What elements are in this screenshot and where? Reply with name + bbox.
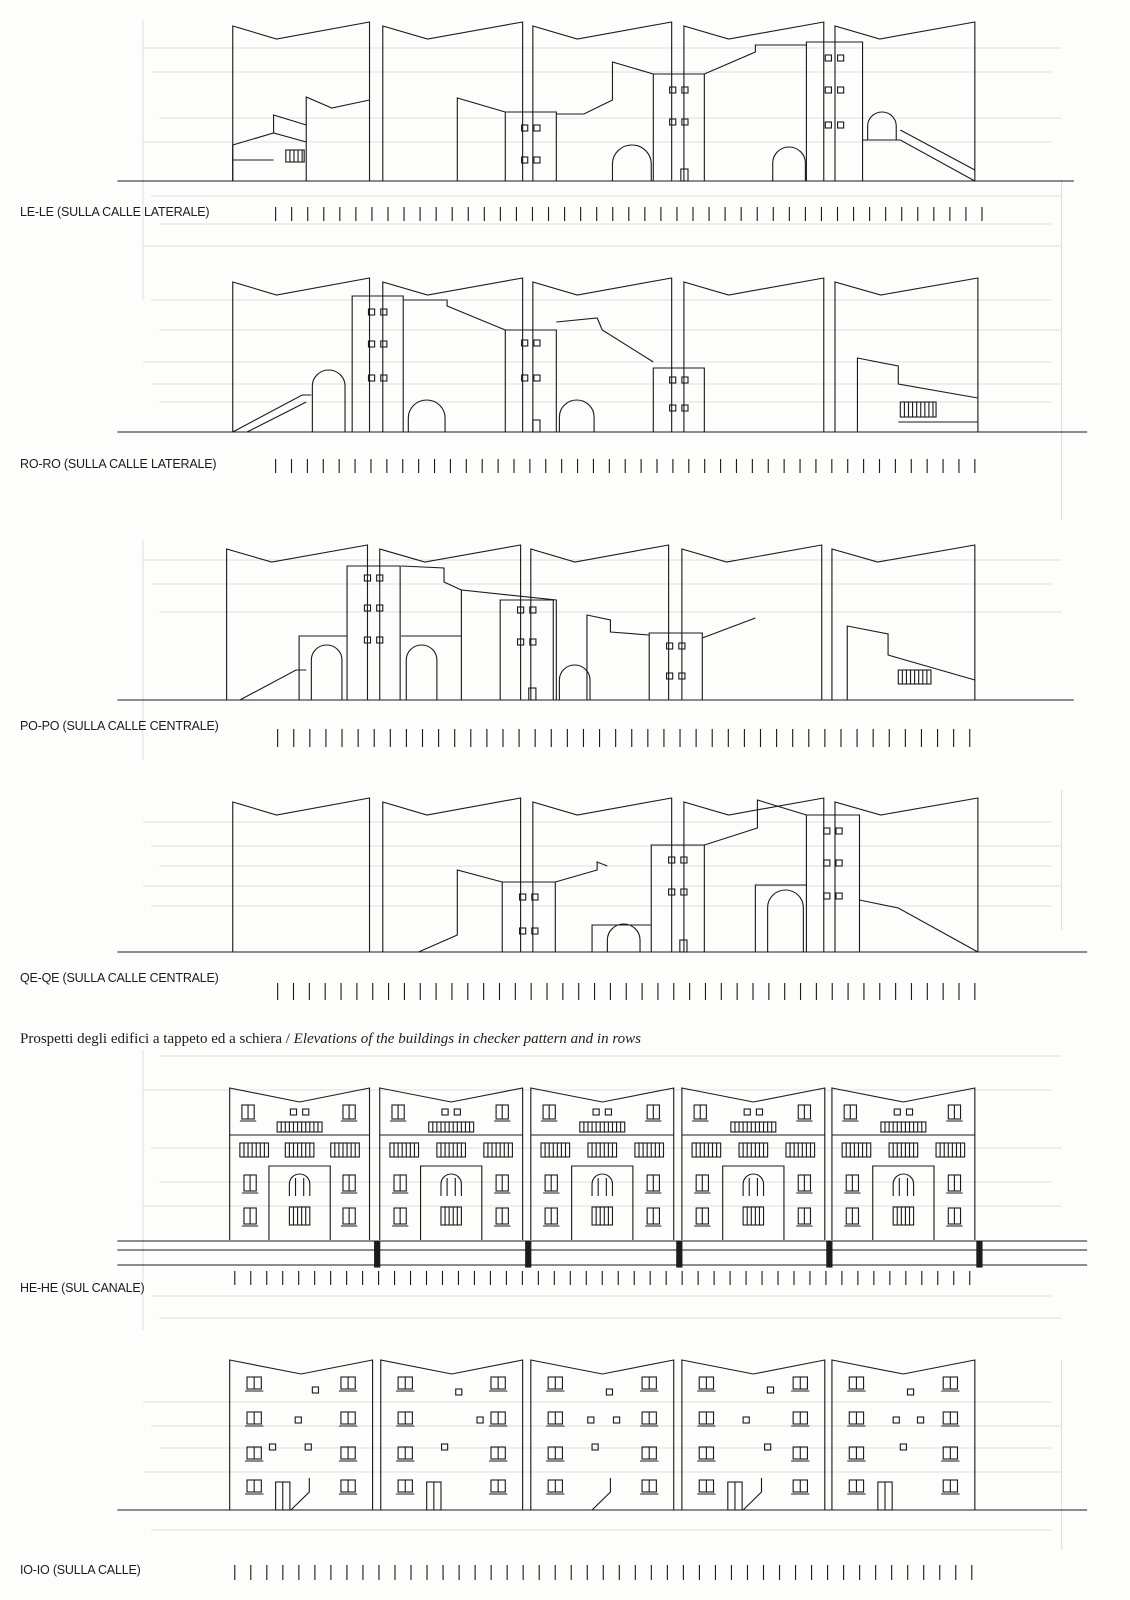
pilaster xyxy=(375,1242,380,1267)
window xyxy=(682,119,688,125)
window xyxy=(917,1417,923,1423)
arch-opening xyxy=(893,1174,913,1196)
arch-opening xyxy=(743,1174,763,1196)
secondary-roof xyxy=(457,98,505,181)
window xyxy=(825,87,831,93)
wall-bay-1 xyxy=(233,798,370,952)
grille-window xyxy=(592,1207,612,1225)
window xyxy=(743,1417,749,1423)
elevation-label-po-po: PO-PO (SULLA CALLE CENTRALE) xyxy=(20,719,219,733)
tower-outline xyxy=(505,112,556,181)
window xyxy=(456,1389,462,1395)
low-house-outline xyxy=(233,133,306,181)
window xyxy=(613,1417,619,1423)
window xyxy=(824,828,830,834)
window xyxy=(838,87,844,93)
wall-bay-5 xyxy=(835,22,975,181)
window xyxy=(442,1444,448,1450)
stair xyxy=(743,1478,761,1510)
wall-bay-2 xyxy=(383,798,521,952)
tower-outline xyxy=(505,330,556,432)
grille-window xyxy=(743,1207,763,1225)
window xyxy=(381,341,387,347)
pilaster xyxy=(977,1242,982,1267)
window xyxy=(269,1444,275,1450)
window xyxy=(295,1417,301,1423)
window xyxy=(682,87,688,93)
tower-outline xyxy=(653,74,704,181)
window xyxy=(838,55,844,61)
caption-italian: Prospetti degli edifici a tappeto ed a schiera / xyxy=(20,1031,290,1047)
arch-opening xyxy=(408,400,445,432)
window xyxy=(906,1109,912,1115)
window xyxy=(670,377,676,383)
window xyxy=(290,1109,296,1115)
window xyxy=(670,119,676,125)
stair xyxy=(240,670,306,700)
row-house-bay-2 xyxy=(380,1088,523,1240)
wall-bay-4 xyxy=(682,545,822,700)
stepped-roof xyxy=(556,62,653,114)
window xyxy=(442,1109,448,1115)
window xyxy=(606,1389,612,1395)
elevation-label-le-le: LE-LE (SULLA CALLE LATERALE) xyxy=(20,205,210,219)
row-house-bay-3 xyxy=(531,1360,674,1510)
central-bay-frame xyxy=(269,1166,330,1240)
wall-bay-3 xyxy=(533,278,672,432)
elevation-label-io-io: IO-IO (SULLA CALLE) xyxy=(20,1563,141,1577)
grille-window xyxy=(881,1122,926,1132)
arch-opening xyxy=(773,147,806,181)
tower-outline xyxy=(653,368,704,432)
window xyxy=(900,1444,906,1450)
row-house-bay-5 xyxy=(832,1360,975,1510)
grille-window xyxy=(731,1122,776,1132)
wall-bay-1 xyxy=(233,22,370,181)
stepped-roof xyxy=(403,300,505,330)
window xyxy=(756,1109,762,1115)
secondary-roof xyxy=(702,618,755,638)
window xyxy=(534,125,540,131)
stepped-roof xyxy=(555,862,607,882)
tower-outline xyxy=(352,296,403,432)
elevation-label-ro-ro: RO-RO (SULLA CALLE LATERALE) xyxy=(20,457,217,471)
window xyxy=(534,375,540,381)
grille-window xyxy=(289,1207,309,1225)
grille-window xyxy=(277,1122,322,1132)
window xyxy=(767,1387,773,1393)
pilaster xyxy=(677,1242,682,1267)
wall-bay-5 xyxy=(835,798,978,952)
window xyxy=(670,87,676,93)
figure-caption xyxy=(20,1029,641,1049)
stair xyxy=(859,900,977,952)
arch-opening xyxy=(612,145,651,181)
grille-window xyxy=(429,1122,474,1132)
window xyxy=(836,828,842,834)
secondary-roof xyxy=(419,870,503,952)
central-bay-frame xyxy=(421,1166,482,1240)
row-house-bay-1 xyxy=(230,1360,373,1510)
bleed-through xyxy=(143,20,1062,1550)
window xyxy=(682,377,688,383)
stepped-roof xyxy=(556,318,653,362)
wall-bay-3 xyxy=(533,22,672,181)
wall-bay-5 xyxy=(832,545,975,700)
window xyxy=(593,1109,599,1115)
row-house-bay-4 xyxy=(682,1088,825,1240)
window xyxy=(381,375,387,381)
window xyxy=(670,405,676,411)
elevation-po-po xyxy=(117,545,1073,747)
row-house-bay-4 xyxy=(682,1360,825,1510)
window xyxy=(825,122,831,128)
stair xyxy=(233,395,312,432)
elevation-io-io xyxy=(117,1360,1087,1580)
arch-opening xyxy=(559,400,594,432)
grille-window xyxy=(900,402,936,417)
low-house-outline xyxy=(847,626,975,700)
wall-bay-2 xyxy=(383,22,523,181)
window xyxy=(534,157,540,163)
arch-opening xyxy=(768,890,804,952)
row-house-bay-5 xyxy=(832,1088,975,1240)
arch-opening xyxy=(559,665,590,700)
window xyxy=(836,860,842,866)
window xyxy=(312,1387,318,1393)
window xyxy=(588,1417,594,1423)
arch-opening xyxy=(441,1174,461,1196)
window xyxy=(907,1389,913,1395)
wall-bay-1 xyxy=(227,545,368,700)
window xyxy=(824,893,830,899)
elevation-le-le xyxy=(117,22,1073,221)
arch-opening xyxy=(406,645,437,700)
window xyxy=(592,1444,598,1450)
central-bay-frame xyxy=(572,1166,633,1240)
secondary-roof xyxy=(306,97,369,125)
window xyxy=(682,405,688,411)
caption-english: Elevations of the buildings in checker pattern and in rows xyxy=(293,1031,641,1047)
window xyxy=(305,1444,311,1450)
window xyxy=(894,1109,900,1115)
window xyxy=(303,1109,309,1115)
arch-opening xyxy=(289,1174,309,1196)
elevation-label-qe-qe: QE-QE (SULLA CALLE CENTRALE) xyxy=(20,971,219,985)
elevation-qe-qe xyxy=(117,798,1087,1000)
wall-bay-3 xyxy=(531,545,669,700)
wall-bay-1 xyxy=(233,278,370,432)
door xyxy=(533,420,540,432)
window xyxy=(836,893,842,899)
elevation-ro-ro xyxy=(117,278,1087,473)
window xyxy=(605,1109,611,1115)
window xyxy=(534,340,540,346)
stair-rail xyxy=(247,402,306,432)
stepped-roof xyxy=(401,566,461,590)
central-bay-frame xyxy=(873,1166,934,1240)
elevation-label-he-he: HE-HE (SUL CANALE) xyxy=(20,1281,145,1295)
window xyxy=(825,55,831,61)
tower-outline xyxy=(500,600,553,700)
window xyxy=(381,309,387,315)
grille-window xyxy=(580,1122,625,1132)
low-house-outline xyxy=(857,358,977,432)
pilaster xyxy=(526,1242,531,1267)
row-house-bay-3 xyxy=(531,1088,674,1240)
grille-window xyxy=(286,150,304,162)
central-bay-frame xyxy=(723,1166,784,1240)
low-house-outline xyxy=(587,615,649,700)
window xyxy=(667,673,673,679)
door xyxy=(529,688,536,700)
tower-outline xyxy=(502,882,555,952)
tower-outline xyxy=(651,845,704,952)
elevation-he-he xyxy=(117,1088,1087,1285)
row-house-bay-2 xyxy=(381,1360,523,1510)
arch-opening xyxy=(592,1174,612,1196)
arch-opening xyxy=(607,924,640,952)
wall-bay-5 xyxy=(835,278,978,432)
wall-bay-4 xyxy=(684,278,824,432)
window xyxy=(667,643,673,649)
window xyxy=(838,122,844,128)
stair-rail xyxy=(900,130,975,170)
arch-opening xyxy=(868,112,897,140)
arch-opening xyxy=(311,645,342,700)
grille-window xyxy=(441,1207,461,1225)
grille-window xyxy=(893,1207,913,1225)
stair xyxy=(291,1478,309,1510)
tower-outline xyxy=(806,815,859,952)
tower-outline xyxy=(649,633,702,700)
wall-bay-4 xyxy=(684,22,824,181)
window xyxy=(824,860,830,866)
arch-opening xyxy=(312,370,345,432)
portico-outline xyxy=(592,925,651,952)
pilaster xyxy=(827,1242,832,1267)
wall-bay-2 xyxy=(380,545,521,700)
stair xyxy=(592,1478,610,1510)
window xyxy=(744,1109,750,1115)
window xyxy=(893,1417,899,1423)
window xyxy=(477,1417,483,1423)
tower-outline xyxy=(347,566,400,700)
window xyxy=(765,1444,771,1450)
block-outline xyxy=(461,590,556,700)
window xyxy=(454,1109,460,1115)
stepped-roof xyxy=(704,45,806,74)
